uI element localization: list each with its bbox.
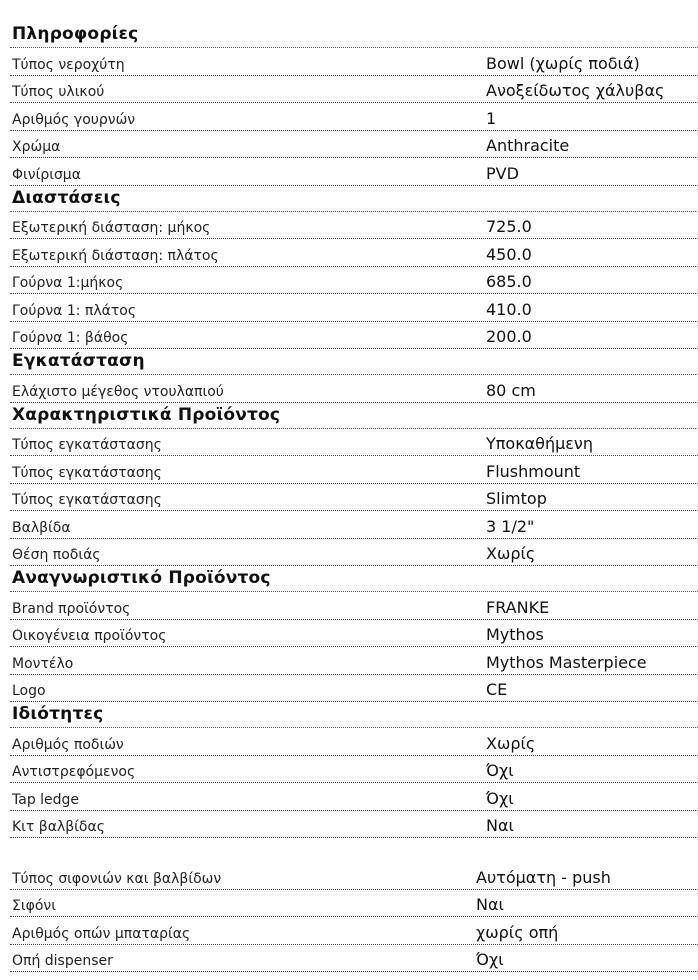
spec-label: Αντιστρεφόμενος — [12, 764, 136, 780]
section-title: Ιδιότητες — [10, 702, 698, 728]
spec-label: Αριθμός ποδιών — [12, 736, 124, 753]
spec-row — [10, 239, 698, 267]
spec-row — [10, 212, 698, 240]
spec-value: Ναι — [476, 895, 504, 914]
spec-label: Αριθμός οπών μπαταρίας — [12, 925, 191, 942]
section-title: Πληροφορίες — [10, 22, 698, 48]
section-info — [10, 22, 698, 186]
spec-value: Όχι — [476, 950, 504, 969]
spec-value: Χωρίς — [486, 733, 536, 753]
spec-value: Ανοξείδωτος χάλυβας — [486, 81, 665, 100]
spec-label: Τύπος σιφονιών και βαλβίδων — [12, 870, 222, 887]
spec-value: 725.0 — [486, 217, 532, 236]
section-title: Διαστάσεις — [10, 186, 698, 212]
spec-value: 1 — [486, 108, 497, 128]
spec-row — [10, 592, 698, 620]
spec-label: Φινίρισμα — [12, 166, 81, 183]
spec-value: 410.0 — [486, 299, 532, 319]
spec-label: Tap ledge — [12, 791, 80, 808]
spec-row — [10, 620, 698, 648]
spec-row — [10, 76, 698, 104]
spec-row — [10, 158, 698, 186]
spec-label: Τύπος εγκατάστασης — [12, 492, 162, 508]
spec-label: Σιφόνι — [12, 898, 56, 914]
spec-label: Τύπος νεροχύτη — [12, 56, 125, 73]
spec-value: 685.0 — [486, 272, 532, 291]
spec-value: Mythos Masterpiece — [486, 652, 647, 672]
spec-value: Ναι — [486, 816, 514, 835]
spec-value: 80 cm — [486, 380, 536, 400]
spec-label: Αριθμός γουρνών — [12, 111, 136, 128]
spec-row — [10, 103, 698, 131]
spec-label: Οικογένεια προϊόντος — [12, 628, 167, 644]
spec-label: Κιτ βαλβίδας — [12, 819, 105, 835]
spec-value: Flushmount — [486, 461, 581, 481]
section-title: Εγκατάσταση — [10, 349, 698, 375]
spec-row — [10, 294, 698, 322]
spec-label: Βαλβίδα — [12, 519, 71, 536]
spec-row — [10, 322, 698, 350]
spec-row — [10, 728, 698, 756]
section-siphons-valves — [10, 862, 698, 972]
spec-row — [10, 456, 698, 484]
section-title: Χαρακτηριστικά Προϊόντος — [10, 403, 698, 429]
spec-value: 3 1/2" — [486, 516, 535, 536]
spec-label: Τύπος υλικού — [12, 84, 105, 100]
spec-label: Logo — [12, 683, 46, 699]
spec-label: Τύπος εγκατάστασης — [12, 464, 162, 481]
spec-row — [10, 811, 698, 839]
spec-value: Slimtop — [486, 489, 547, 508]
section-title: Αναγνωριστικό Προϊόντος — [10, 566, 698, 592]
section-product-features — [10, 403, 698, 567]
spec-row — [10, 647, 698, 675]
spec-row — [10, 267, 698, 295]
spec-row — [10, 862, 698, 890]
spec-row — [10, 539, 698, 567]
spec-row — [10, 917, 698, 945]
spec-row — [10, 131, 698, 159]
spec-label: Γούρνα 1:μήκος — [12, 275, 124, 291]
spec-row — [10, 945, 698, 973]
section-installation — [10, 349, 698, 403]
spec-row — [10, 783, 698, 811]
spec-row — [10, 675, 698, 703]
spec-value: Αυτόματη - push — [476, 867, 611, 887]
spec-value: χωρίς οπή — [476, 922, 559, 942]
spec-label: Γούρνα 1: βάθος — [12, 330, 129, 346]
spec-row — [10, 429, 698, 457]
spec-label: Θέση ποδιάς — [12, 547, 101, 563]
spec-value: FRANKE — [486, 597, 550, 617]
spec-value: 450.0 — [486, 244, 532, 264]
spec-label: Μοντέλο — [12, 655, 74, 672]
spec-label: Γούρνα 1: πλάτος — [12, 302, 137, 319]
spec-value: Mythos — [486, 625, 544, 644]
spec-value: Χωρίς — [486, 544, 536, 563]
spec-row — [10, 48, 698, 76]
spec-row — [10, 756, 698, 784]
spec-label: Χρώμα — [12, 139, 61, 155]
spec-row — [10, 484, 698, 512]
section-gap — [10, 838, 698, 862]
spec-label: Ελάχιστο μέγεθος ντουλαπιού — [12, 383, 224, 400]
section-product-identifier — [10, 566, 698, 702]
spec-value: 200.0 — [486, 327, 532, 346]
spec-value: PVD — [486, 163, 519, 183]
section-dimensions — [10, 186, 698, 350]
spec-row — [10, 511, 698, 539]
spec-label: Εξωτερική διάσταση: πλάτος — [12, 247, 219, 264]
section-properties — [10, 702, 698, 838]
spec-value: Όχι — [486, 788, 514, 808]
spec-sheet — [10, 22, 698, 972]
spec-value: CE — [486, 680, 508, 699]
spec-label: Οπή dispenser — [12, 953, 113, 969]
spec-value: Όχι — [486, 761, 514, 780]
spec-row — [10, 375, 698, 403]
spec-label: Τύπος εγκατάστασης — [12, 437, 162, 453]
spec-row — [10, 890, 698, 918]
spec-value: Bowl (χωρίς ποδιά) — [486, 53, 640, 73]
spec-value: Υποκαθήμενη — [486, 434, 594, 453]
spec-label: Brand προϊόντος — [12, 600, 131, 617]
spec-label: Εξωτερική διάσταση: μήκος — [12, 220, 211, 236]
spec-value: Anthracite — [486, 136, 570, 155]
